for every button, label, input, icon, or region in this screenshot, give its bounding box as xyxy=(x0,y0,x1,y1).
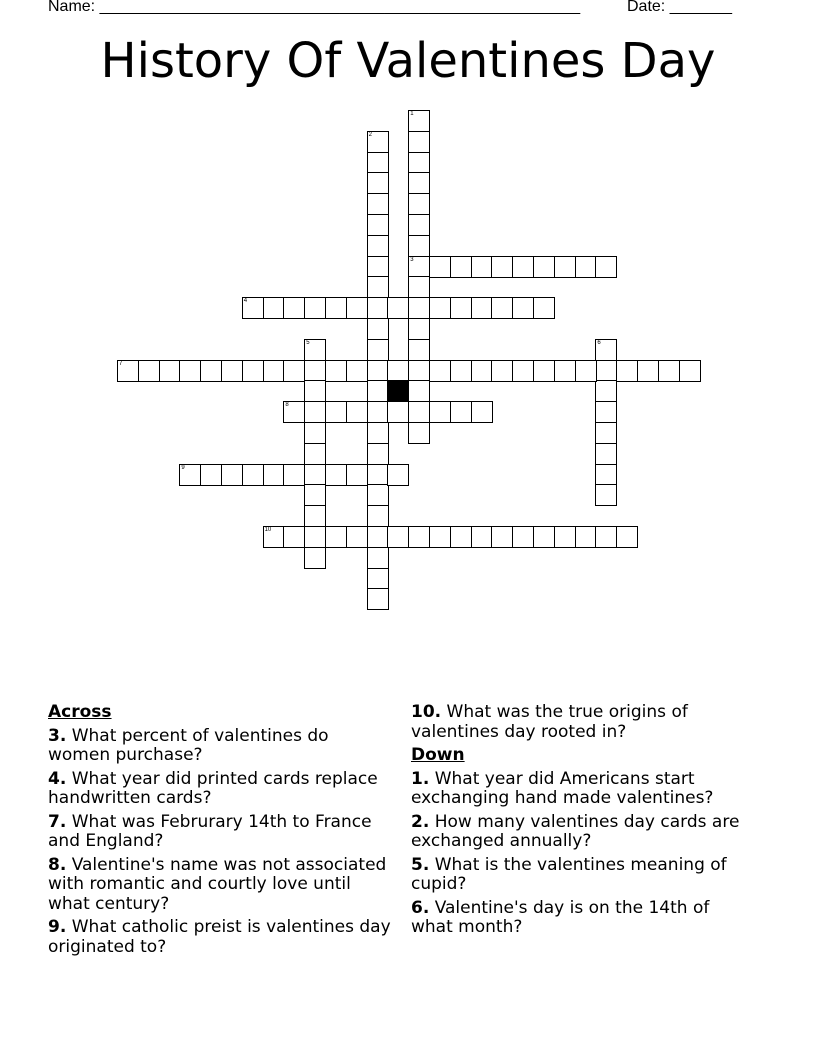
grid-cell[interactable] xyxy=(304,526,326,548)
grid-cell[interactable] xyxy=(575,526,597,548)
grid-cell[interactable] xyxy=(283,464,305,486)
grid-cell[interactable] xyxy=(367,464,389,486)
grid-cell[interactable] xyxy=(263,297,285,319)
grid-cell[interactable] xyxy=(263,526,285,548)
grid-cell[interactable] xyxy=(450,360,472,382)
grid-cell[interactable] xyxy=(429,297,451,319)
grid-cell[interactable] xyxy=(367,484,389,506)
grid-cell[interactable] xyxy=(367,360,389,382)
grid-cell[interactable] xyxy=(595,443,617,465)
grid-cell[interactable] xyxy=(221,360,243,382)
clue-number: 9 xyxy=(181,464,185,471)
grid-cell[interactable] xyxy=(595,484,617,506)
grid-cell[interactable] xyxy=(408,422,430,444)
grid-cell[interactable] xyxy=(533,256,555,278)
grid-cell[interactable] xyxy=(367,547,389,569)
down-heading: Down xyxy=(411,745,465,765)
grid-cell[interactable] xyxy=(346,360,368,382)
grid-cell[interactable] xyxy=(367,380,389,402)
grid-cell[interactable] xyxy=(200,464,222,486)
grid-cell[interactable] xyxy=(242,360,264,382)
grid-cell[interactable] xyxy=(263,464,285,486)
grid-cell[interactable] xyxy=(491,526,513,548)
grid-cell[interactable] xyxy=(595,256,617,278)
grid-cell[interactable] xyxy=(179,464,201,486)
grid-cell[interactable] xyxy=(471,401,493,423)
black-cell xyxy=(387,380,409,402)
clues-column-left xyxy=(48,703,393,961)
grid-cell[interactable] xyxy=(429,401,451,423)
clue-across-10: 10. What was the true origins of valentines day rooted in? xyxy=(411,702,688,742)
grid-cell[interactable] xyxy=(346,401,368,423)
grid-cell[interactable] xyxy=(263,360,285,382)
grid-cell[interactable] xyxy=(471,526,493,548)
clue-number: 7 xyxy=(119,360,123,367)
grid-cell[interactable] xyxy=(595,380,617,402)
grid-cell[interactable] xyxy=(408,318,430,340)
grid-cell[interactable] xyxy=(242,464,264,486)
grid-cell[interactable] xyxy=(367,505,389,527)
clue-across-4: 4. What year did printed cards replace handwritten cards? xyxy=(48,768,378,808)
grid-cell[interactable] xyxy=(367,172,389,194)
grid-cell[interactable] xyxy=(491,360,513,382)
grid-cell[interactable] xyxy=(304,443,326,465)
grid-cell[interactable] xyxy=(283,526,305,548)
grid-cell[interactable] xyxy=(429,360,451,382)
grid-cell[interactable] xyxy=(512,256,534,278)
grid-cell[interactable] xyxy=(367,526,389,548)
grid-cell[interactable] xyxy=(595,339,617,361)
grid-cell[interactable] xyxy=(512,526,534,548)
grid-cell[interactable] xyxy=(242,297,264,319)
grid-cell[interactable] xyxy=(554,526,576,548)
clue-number: 6 xyxy=(597,339,601,346)
clue-across-7: 7. What was Februrary 14th to France and England? xyxy=(48,811,372,851)
grid-cell[interactable] xyxy=(408,152,430,174)
grid-cell[interactable] xyxy=(408,380,430,402)
grid-cell[interactable] xyxy=(367,152,389,174)
grid-cell[interactable] xyxy=(367,131,389,153)
grid-cell[interactable] xyxy=(367,318,389,340)
clue-across-9: 9. What catholic preist is valentines day originated to? xyxy=(48,917,391,957)
grid-cell[interactable] xyxy=(616,526,638,548)
grid-cell[interactable] xyxy=(408,360,430,382)
grid-cell[interactable] xyxy=(387,297,409,319)
grid-cell[interactable] xyxy=(679,360,701,382)
name-field[interactable]: Name: ______________________________________________________ xyxy=(48,0,581,15)
grid-cell[interactable] xyxy=(471,360,493,382)
clue-down-1: 1. What year did Americans start exchanging hand made valentines? xyxy=(411,768,714,808)
grid-cell[interactable] xyxy=(138,360,160,382)
grid-cell[interactable] xyxy=(533,360,555,382)
grid-cell[interactable] xyxy=(408,172,430,194)
grid-cell[interactable] xyxy=(304,464,326,486)
clue-number: 1 xyxy=(410,111,414,117)
grid-cell[interactable] xyxy=(304,422,326,444)
grid-cell[interactable] xyxy=(533,297,555,319)
grid-cell[interactable] xyxy=(408,214,430,236)
grid-cell[interactable] xyxy=(367,214,389,236)
grid-cell[interactable] xyxy=(200,360,222,382)
grid-cell[interactable] xyxy=(471,297,493,319)
grid-cell[interactable] xyxy=(512,360,534,382)
grid-cell[interactable] xyxy=(408,131,430,153)
grid-cell[interactable] xyxy=(304,339,326,361)
grid-cell[interactable] xyxy=(408,276,430,298)
clues-column-right xyxy=(411,703,756,942)
grid-cell[interactable] xyxy=(221,464,243,486)
grid-cell[interactable] xyxy=(367,193,389,215)
grid-cell[interactable] xyxy=(491,297,513,319)
grid-cell[interactable] xyxy=(367,443,389,465)
grid-cell[interactable] xyxy=(117,360,139,382)
grid-cell[interactable] xyxy=(367,422,389,444)
grid-cell[interactable] xyxy=(304,380,326,402)
grid-cell[interactable] xyxy=(408,297,430,319)
clue-number: 3 xyxy=(410,256,414,263)
grid-cell[interactable] xyxy=(595,464,617,486)
grid-cell[interactable] xyxy=(325,464,347,486)
grid-cell[interactable] xyxy=(346,297,368,319)
grid-cell[interactable] xyxy=(325,297,347,319)
date-field[interactable]: Date: _______ xyxy=(627,0,732,15)
grid-cell[interactable] xyxy=(387,401,409,423)
grid-cell[interactable] xyxy=(367,235,389,257)
grid-cell[interactable] xyxy=(304,505,326,527)
grid-cell[interactable] xyxy=(450,401,472,423)
clue-number: 10 xyxy=(264,527,272,533)
grid-cell[interactable] xyxy=(408,110,430,132)
clue-across-8: 8. Valentine's name was not associated with romantic and courtly love until what century? xyxy=(48,854,387,914)
grid-cell[interactable] xyxy=(283,401,305,423)
clue-down-6: 6. Valentine's day is on the 14th of what month? xyxy=(411,897,710,937)
grid-cell[interactable] xyxy=(325,526,347,548)
clue-down-2: 2. How many valentines day cards are exchanged annually? xyxy=(411,811,740,851)
grid-cell[interactable] xyxy=(408,193,430,215)
page-title: History Of Valentines Day xyxy=(100,33,716,89)
grid-cell[interactable] xyxy=(304,547,326,569)
clue-number: 2 xyxy=(368,131,372,138)
grid-cell[interactable] xyxy=(408,526,430,548)
grid-cell[interactable] xyxy=(159,360,181,382)
grid-cell[interactable] xyxy=(554,360,576,382)
grid-cell[interactable] xyxy=(595,422,617,444)
grid-cell[interactable] xyxy=(616,360,638,382)
grid-cell[interactable] xyxy=(658,360,680,382)
grid-cell[interactable] xyxy=(471,256,493,278)
grid-cell[interactable] xyxy=(408,339,430,361)
grid-cell[interactable] xyxy=(346,526,368,548)
grid-cell[interactable] xyxy=(283,360,305,382)
grid-cell[interactable] xyxy=(408,401,430,423)
grid-cell[interactable] xyxy=(450,256,472,278)
grid-cell[interactable] xyxy=(367,339,389,361)
grid-cell[interactable] xyxy=(408,235,430,257)
grid-cell[interactable] xyxy=(304,401,326,423)
grid-cell[interactable] xyxy=(491,256,513,278)
grid-cell[interactable] xyxy=(304,360,326,382)
grid-cell[interactable] xyxy=(637,360,659,382)
clue-number: 5 xyxy=(306,339,310,346)
grid-cell[interactable] xyxy=(304,484,326,506)
grid-cell[interactable] xyxy=(367,256,389,278)
grid-cell[interactable] xyxy=(429,256,451,278)
grid-cell[interactable] xyxy=(325,401,347,423)
grid-cell[interactable] xyxy=(533,526,555,548)
grid-cell[interactable] xyxy=(179,360,201,382)
grid-cell[interactable] xyxy=(512,297,534,319)
clue-across-3: 3. What percent of valentines do women purchase? xyxy=(48,725,329,765)
grid-cell[interactable] xyxy=(346,464,368,486)
clue-number: 4 xyxy=(243,298,248,305)
grid-cell[interactable] xyxy=(575,256,597,278)
grid-cell[interactable] xyxy=(283,297,305,319)
grid-cell[interactable] xyxy=(387,526,409,548)
grid-cell[interactable] xyxy=(595,526,617,548)
grid-cell[interactable] xyxy=(325,360,347,382)
grid-cell[interactable] xyxy=(408,256,430,278)
grid-cell[interactable] xyxy=(367,568,389,590)
grid-cell[interactable] xyxy=(367,588,389,610)
grid-cell[interactable] xyxy=(387,360,409,382)
across-heading: Across xyxy=(48,702,112,722)
grid-cell[interactable] xyxy=(554,256,576,278)
grid-cell[interactable] xyxy=(595,401,617,423)
clue-down-5: 5. What is the valentines meaning of cupid? xyxy=(411,854,727,894)
grid-cell[interactable] xyxy=(367,276,389,298)
grid-cell[interactable] xyxy=(304,297,326,319)
grid-cell[interactable] xyxy=(450,297,472,319)
grid-cell[interactable] xyxy=(387,464,409,486)
grid-cell[interactable] xyxy=(575,360,597,382)
grid-cell[interactable] xyxy=(367,297,389,319)
clue-number: 8 xyxy=(285,402,289,409)
grid-cell[interactable] xyxy=(367,401,389,423)
grid-cell[interactable] xyxy=(595,360,617,382)
grid-cell[interactable] xyxy=(429,526,451,548)
grid-cell[interactable] xyxy=(450,526,472,548)
